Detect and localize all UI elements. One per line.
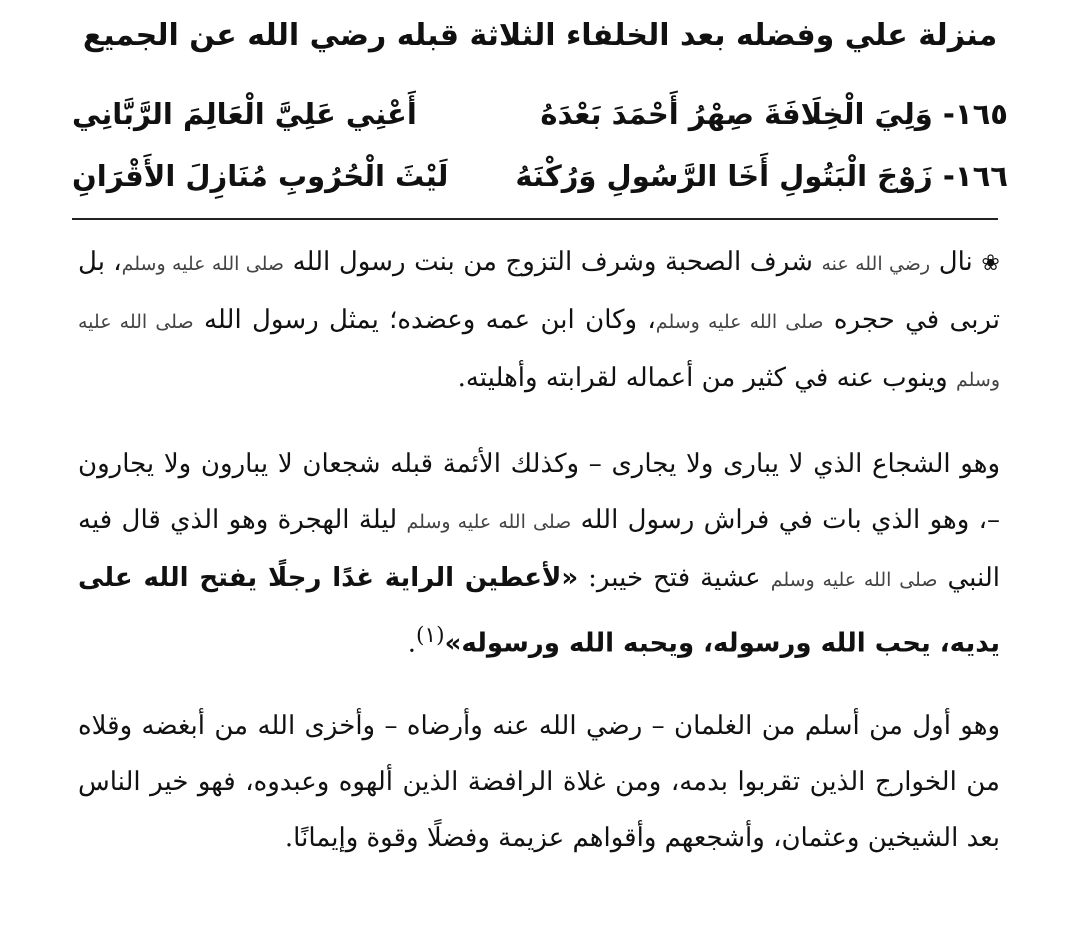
text-run: وهو الشجاع الذي لا يبارى ولا يجارى – وكذلك الأئمة قبله شجعان لا يبارون ولا يجارون –، وهو الذي بات في فراش رسول الله — [78, 449, 1001, 535]
paragraph-2 — [78, 436, 1000, 672]
verse-first-hemistich: ١٦٦- زَوْجَ الْبَتُولِ أَخَا الرَّسُولِ وَرُكْنَهُ — [515, 159, 1008, 193]
text-run: نال — [938, 247, 973, 277]
text-run: ، وكان ابن عمه وعضده؛ يمثل رسول الله — [203, 305, 656, 335]
page-title: منزلة علي وفضله بعد الخلفاء الثلاثة قبله رضي الله عن الجميع — [82, 18, 998, 53]
honorific: صلى الله عليه وسلم — [78, 311, 1000, 391]
paragraph-3: وهو أول من أسلم من الغلمان – رضي الله عنه وأرضاه – وأخزى الله من أبغضه وقلاه من الخوارج الذين تقربوا بدمه، ومن غلاة الرافضة الذين ألهوه وعبدوه، فهو خير الناس بعد الشيخين وعثمان، وأشجعهم وأقواهم عزيمة وفضلًا وقوة وإيمانًا. — [78, 711, 1000, 853]
text-run: ليلة الهجرة وهو الذي قال فيه النبي — [78, 505, 1001, 593]
honorific: صلى الله عليه وسلم — [406, 511, 572, 533]
verse-second-hemistich: لَيْثَ الْحُرُوبِ مُنَازِلَ الأَقْرَانِ — [72, 159, 449, 193]
text-run: . — [407, 628, 417, 659]
honorific: صلى الله عليه وسلم — [121, 253, 284, 275]
paragraph-1 — [78, 234, 1000, 408]
verse-line-166 — [72, 148, 1008, 204]
text-run: وينوب عنه في كثير من أعماله لقرابته وأهليته. — [457, 363, 948, 393]
text-run: ، بل تربى في حجره — [78, 247, 1001, 335]
footnote-marker[interactable]: (١) — [416, 623, 445, 648]
text-run: عشية فتح خيبر: — [588, 563, 761, 593]
verse-second-hemistich: أَعْنِي عَلِيَّ الْعَالِمَ الرَّبَّانِي — [72, 97, 417, 131]
divider-line — [72, 218, 998, 220]
honorific: صلى الله عليه وسلم — [655, 311, 824, 333]
verse-first-hemistich: ١٦٥- وَلِيَ الْخِلَافَةَ صِهْرُ أَحْمَدَ بَعْدَهُ — [540, 97, 1008, 131]
flower-mark-icon: ❀ — [981, 251, 1001, 276]
verse-line-165 — [72, 86, 1008, 142]
honorific: صلى الله عليه وسلم — [770, 569, 938, 591]
text-run: شرف الصحبة وشرف التزوج من بنت رسول الله — [292, 247, 813, 277]
honorific: رضي الله عنه — [821, 253, 931, 275]
hadith-quote: «لأعطين الراية غدًا رجلًا يفتح الله على يديه، يحب الله ورسوله، ويحبه الله ورسوله» — [78, 563, 1000, 659]
